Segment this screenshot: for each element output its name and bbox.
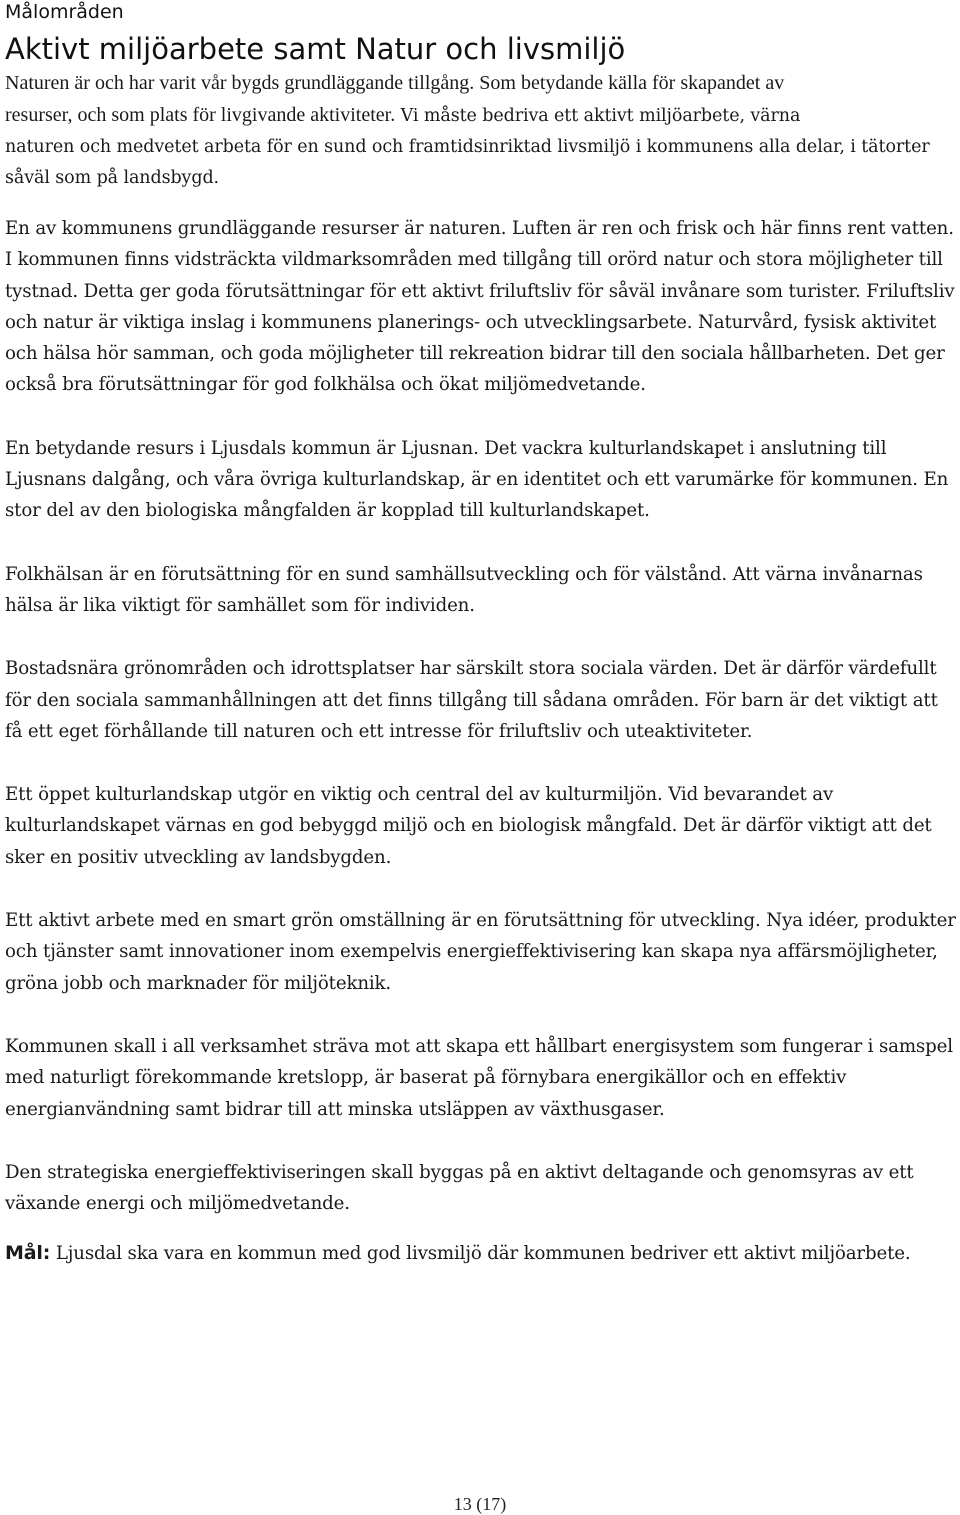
intro-line-2-serif: resurser, och som plats för livgivande aktiviteter. [5, 104, 396, 126]
paragraph-green-areas: Bostadsnära grönområden och idrottsplatser har särskilt stora sociala värden. Det är därför värdefullt för den sociala sammanhållningen att det finns tillgång till sådana områden. För barn är det viktigt att få ett eget förhållande till naturen och ett intresse för friluftsliv och uteaktiviteter. [5, 658, 938, 742]
page-title: Aktivt miljöarbete samt Natur och livsmiljö [5, 32, 626, 66]
paragraph-natural-resources: En av kommunens grundläggande resurser är naturen. Luften är ren och frisk och här finns rent vatten. I kommunen finns vidsträckta vildmarksområden med tillgång till orörd natur och stora möjligheter till tystnad. Detta ger goda förutsättningar för ett aktivt friluftsliv för såväl invånare som turister. Friluftsliv och natur är viktiga inslag i kommunens planerings- och utvecklingsarbete. Naturvård, fysisk aktivitet och hälsa hör samman, och goda möjligheter till rekreation bidrar till den sociala hållbarheten. Det ger också bra förutsättningar för god folkhälsa och ökat miljömedvetande. [5, 218, 955, 396]
paragraph-ljusnan: En betydande resurs i Ljusdals kommun är Ljusnan. Det vackra kulturlandskapet i anslutning till Ljusnans dalgång, och våra övriga kulturlandskap, är en identitet och ett varumärke för kommunen. En stor del av den biologiska mångfalden är kopplad till kulturlandskapet. [5, 437, 949, 522]
paragraph-green-transition: Ett aktivt arbete med en smart grön omställning är en förutsättning för utveckling. Nya idéer, produkter och tjänster samt innovationer inom exempelvis energieffektivisering kan skapa nya affärsmöjligheter, gröna jobb och marknader för miljöteknik. [5, 910, 956, 994]
goal-text: Ljusdal ska vara en kommun med god livsmiljö där kommunen bedriver ett aktivt miljöarbete. [50, 1243, 911, 1265]
intro-line-1: Naturen är och har varit vår bygds grundläggande tillgång. Som betydande källa för skapandet av [5, 72, 785, 94]
page-number: 13 (17) [453, 1494, 507, 1514]
paragraph-cultural-landscape: Ett öppet kulturlandskap utgör en viktig och central del av kulturmiljön. Vid bevarandet av kulturlandskapet värnas en god bebyggd miljö och en biologisk mångfald. Det är därför viktigt att det sker en positiv utveckling av landsbygden. [5, 784, 932, 868]
goal-statement [5, 1238, 957, 1269]
intro-rest: naturen och medvetet arbeta för en sund och framtidsinriktad livsmiljö i kommunens alla delar, i tätorter såväl som på landsbygd. [5, 137, 930, 188]
document-page [5, 0, 957, 1270]
intro-paragraph [5, 67, 957, 194]
paragraph-public-health: Folkhälsan är en förutsättning för en sund samhällsutveckling och för välstånd. Att värna invånarnas hälsa är lika viktigt för samhället som för individen. [5, 563, 923, 616]
paragraph-energy-system: Kommunen skall i all verksamhet sträva mot att skapa ett hållbart energisystem som fungerar i samspel med naturligt förekommande kretslopp, är baserat på förnybara energikällor och en effektiv energianvändning samt bidrar till att minska utsläppen av växthusgaser. [5, 1035, 953, 1120]
section-label: Målområden [5, 1, 124, 23]
intro-line-2-rest: Vi måste bedriva ett aktivt miljöarbete, värna [395, 106, 801, 126]
intro-line-2 [5, 99, 957, 132]
paragraph-energy-efficiency: Den strategiska energieffektiviseringen skall byggas på en aktivt deltagande och genomsyras av ett växande energi och miljömedvetande. [5, 1161, 914, 1215]
goal-label: Mål: [5, 1242, 51, 1265]
